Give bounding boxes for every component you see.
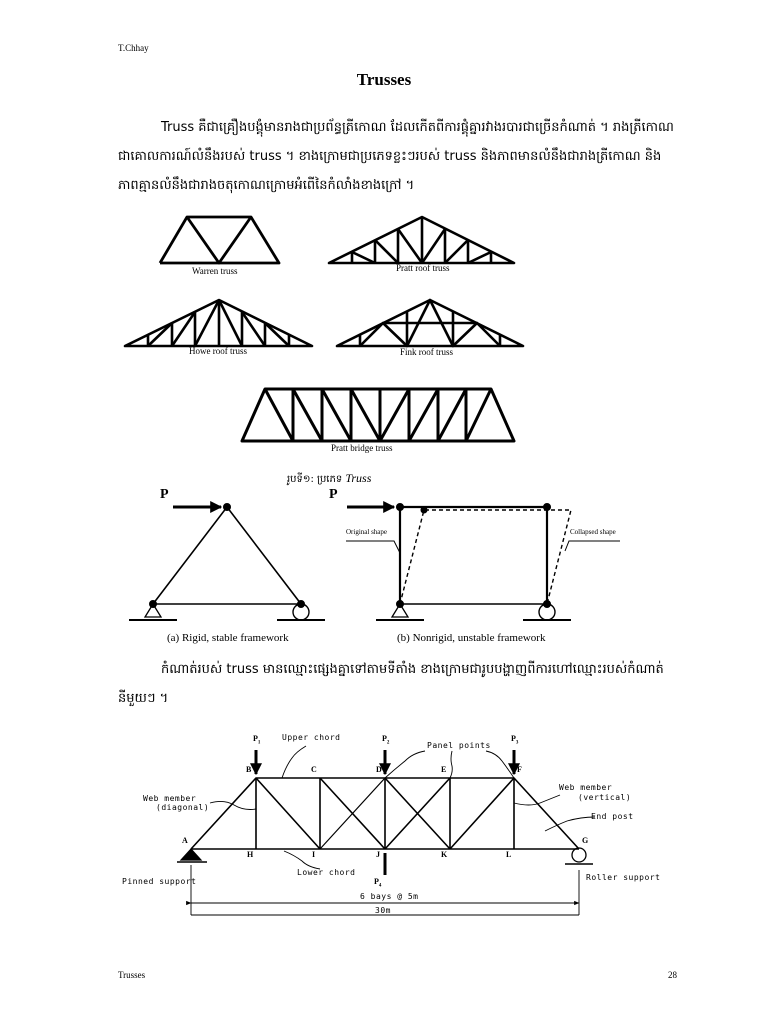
howe-roof-truss-drawing xyxy=(125,300,312,346)
naming-line-2: នីមួយៗ ។ xyxy=(118,691,169,706)
node-j: J xyxy=(376,850,380,859)
framework-b-caption: (b) Nonrigid, unstable framework xyxy=(397,632,546,644)
load-label-b: P xyxy=(329,487,338,502)
node-k: K xyxy=(441,850,448,859)
load-p4: $P_4$ xyxy=(374,877,382,889)
figure-1-caption xyxy=(287,471,371,487)
figure-1-caption-prefix: រូបទី១: ប្រភេទ xyxy=(287,474,346,485)
intro-line-1: Truss គឺជាគ្រឿងបង្គុំមានរាងជាប្រព័ន្ធត្រីកោណ ដែលកើតពីការផ្គុំគ្នារវាងរបារជាច្រើនកំណាត់ ។ រាងត្រីកោណ xyxy=(161,120,674,135)
footer-title: Trusses xyxy=(118,970,146,980)
node-h: H xyxy=(247,850,254,859)
panel-points-label: Panel points xyxy=(427,741,491,750)
upper-chord-label: Upper chord xyxy=(282,733,341,742)
framework-a-caption: (a) Rigid, stable framework xyxy=(167,632,289,644)
pinned-support-label: Pinned support xyxy=(122,877,197,886)
rigid-framework-drawing xyxy=(129,504,325,621)
warren-truss-label: Warren truss xyxy=(192,266,238,276)
node-d: D xyxy=(376,765,382,774)
fink-roof-truss-drawing xyxy=(337,300,523,346)
end-post-label: End post xyxy=(591,812,634,821)
header-author: T.Chhay xyxy=(118,43,149,53)
nonrigid-framework-drawing xyxy=(346,504,620,621)
web-diagonal-label-1: Web member xyxy=(143,794,197,803)
pratt-bridge-truss-label: Pratt bridge truss xyxy=(331,443,393,453)
pratt-roof-truss-drawing xyxy=(329,217,514,263)
node-c: C xyxy=(311,765,317,774)
pratt-bridge-truss-drawing xyxy=(242,389,514,441)
load-p1: $P_1$ xyxy=(253,734,261,746)
load-label-a: P xyxy=(160,487,169,502)
node-l: L xyxy=(506,850,512,859)
page-number: 28 xyxy=(668,970,677,980)
intro-line-3: ភាពគ្មានលំនឹងជារាងចតុកោណក្រោមអំពើនៃកំលាំងខាងក្រៅ ។ xyxy=(118,178,415,193)
load-p3: $P_3$ xyxy=(511,734,519,746)
node-e: E xyxy=(441,765,447,774)
node-g: G xyxy=(582,836,589,845)
warren-truss-drawing xyxy=(160,217,279,263)
node-i: I xyxy=(312,850,316,859)
naming-line-1: កំណាត់របស់ truss មានឈ្មោះផ្សេងគ្នាទៅតាមទីតាំង ខាងក្រោមជារូបបង្ហាញពីការហៅឈ្មោះរបស់កំណាត់ xyxy=(161,662,664,677)
load-p2: $P_2$ xyxy=(382,734,390,746)
bridge-truss-drawing xyxy=(177,746,595,915)
pratt-roof-truss-label: Pratt roof truss xyxy=(396,263,450,273)
web-vertical-label-1: Web member xyxy=(559,783,613,792)
original-shape-label: Original shape xyxy=(346,528,388,536)
roller-support-label: Roller support xyxy=(586,873,661,882)
node-f: F xyxy=(517,765,522,774)
span-dimension-label: 30m xyxy=(375,906,391,915)
node-a: A xyxy=(182,836,188,845)
figure-1-caption-italic: Truss xyxy=(345,471,372,485)
web-diagonal-label-2: (diagonal) xyxy=(156,803,210,812)
lower-chord-label: Lower chord xyxy=(297,868,356,877)
fink-roof-truss-label: Fink roof truss xyxy=(400,347,454,357)
bays-dimension-label: 6 bays @ 5m xyxy=(360,892,419,901)
collapsed-shape-label: Collapsed shape xyxy=(570,528,616,536)
node-b: B xyxy=(246,765,252,774)
page-title: Trusses xyxy=(356,70,412,89)
intro-line-2: ជាគោលការណ៍លំនឹងរបស់ truss ។ ខាងក្រោមជាប្រភេទខ្លះៗរបស់ truss និងភាពមានលំនឹងជារាងត្រីកោណ និង xyxy=(118,149,662,164)
howe-roof-truss-label: Howe roof truss xyxy=(189,346,247,356)
web-vertical-label-2: (vertical) xyxy=(578,793,632,802)
